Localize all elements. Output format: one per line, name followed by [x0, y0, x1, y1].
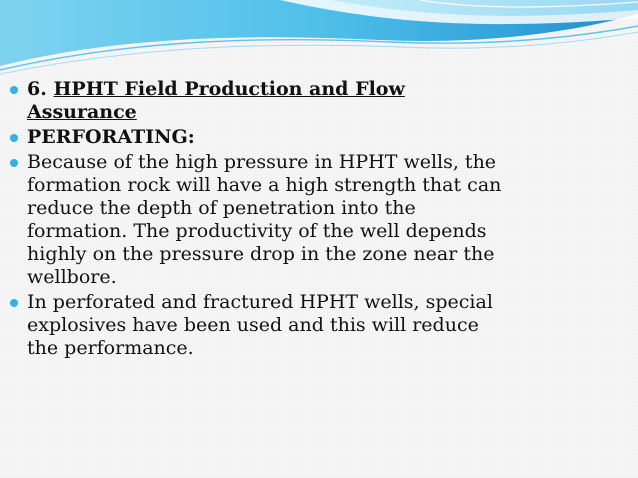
bullet-list	[8, 78, 508, 360]
paragraph-text: Because of the high pressure in HPHT wells, the formation rock will have a high strength that can reduce the depth of penetration into the formation. The productivity of the well depends highly on the pressure drop in the zone near the wellbore.	[27, 151, 502, 288]
bullet-item-heading	[8, 78, 508, 124]
bullet-dot-icon	[10, 86, 18, 94]
paragraph-text: In perforated and fractured HPHT wells, special explosives have been used and this will reduce the performance.	[27, 291, 493, 359]
header-wave-banner	[0, 0, 638, 80]
subheading-text: PERFORATING:	[27, 126, 195, 148]
section-number: 6.	[27, 78, 47, 100]
section-heading: HPHT Field Production and Flow Assurance	[27, 78, 405, 123]
bullet-dot-icon	[10, 134, 18, 142]
bullet-item-paragraph	[8, 291, 508, 360]
bullet-item-subheading	[8, 126, 508, 149]
bullet-dot-icon	[10, 299, 18, 307]
bullet-dot-icon	[10, 159, 18, 167]
bullet-item-paragraph	[8, 151, 508, 289]
